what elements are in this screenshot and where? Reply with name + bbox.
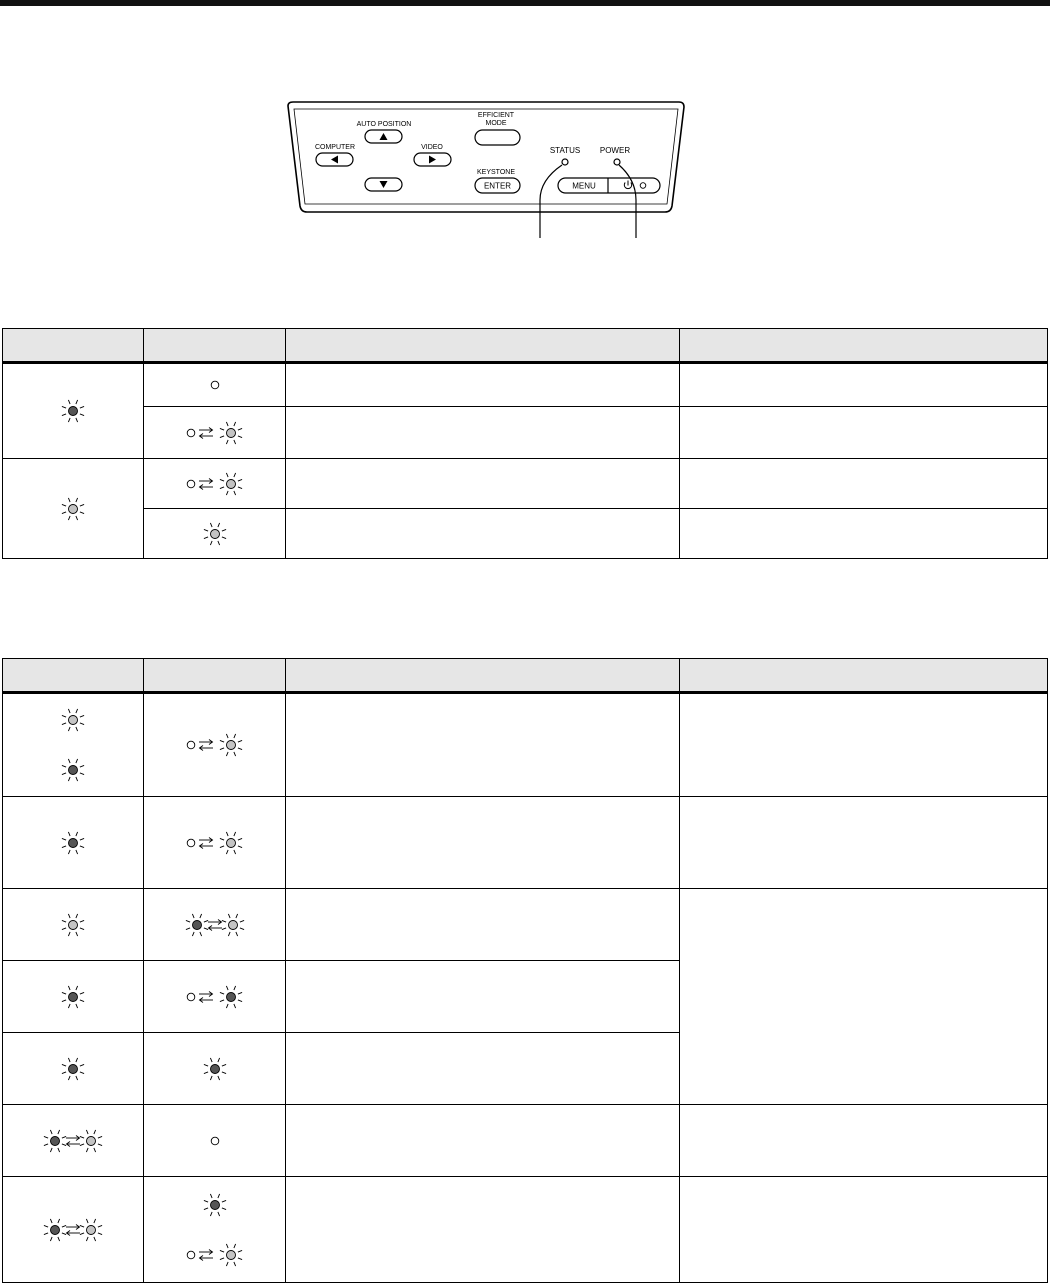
header-cell-status [144,659,286,693]
power-cell [3,889,144,961]
label-auto-position: AUTO POSITION [356,121,412,128]
header-cell-power [3,659,144,693]
header-cell-action [680,329,1048,363]
table-row [3,1177,1048,1283]
action-cell [680,797,1048,889]
indicator-table-1 [2,328,1048,559]
label-efficient: EFFICIENT [477,112,515,119]
status-cell [144,1105,286,1177]
power-cell [3,961,144,1033]
led-alternate-dark-light-icon [144,912,285,938]
table-row [3,509,1048,559]
condition-cell [286,1105,680,1177]
led-blink-light-icon [144,521,285,547]
top-rule [0,0,1050,6]
efficient-mode-button[interactable] [475,130,520,145]
table-row [3,1105,1048,1177]
status-cell [144,693,286,797]
status-cell [144,1177,286,1283]
action-cell [680,459,1048,509]
led-alternate-off-light-icon [185,1242,245,1268]
indicator-table-2 [2,658,1048,1283]
condition-cell [286,1177,680,1283]
led-blink-dark-icon [60,757,86,783]
control-panel-svg [286,100,686,240]
label-computer: COMPUTER [314,144,356,151]
condition-cell [286,961,680,1033]
led-blink-light-icon [60,707,86,733]
header-cell-status [144,329,286,363]
action-cell [680,1177,1048,1283]
led-alternate-off-light-icon [144,471,285,497]
status-cell [144,797,286,889]
status-cell [144,459,286,509]
power-indicator-icon [614,159,620,165]
status-cell [144,889,286,961]
action-cell [680,509,1048,559]
led-blink-light-icon [3,496,143,522]
led-off-icon [144,1135,285,1147]
status-cell [144,509,286,559]
led-alternate-off-light-icon [144,732,285,758]
label-power: POWER [599,146,631,155]
led-blink-dark-icon [3,1056,143,1082]
header-cell-power [3,329,144,363]
header-cell-condition [286,329,680,363]
led-alternate-off-dark-icon [144,984,285,1010]
power-cell [3,363,144,459]
header-cell-condition [286,659,680,693]
standby-indicator-icon [640,183,646,189]
led-blink-dark-icon [3,984,143,1010]
label-keystone: KEYSTONE [477,169,515,176]
led-blink-dark-icon [3,398,143,424]
power-cell [3,1033,144,1105]
condition-cell [286,1033,680,1105]
table-row [3,693,1048,797]
led-blink-dark-icon [3,830,143,856]
led-alternate-dark-light-icon [3,1217,143,1243]
table-row [3,363,1048,407]
table-row [3,459,1048,509]
led-blink-light-icon [3,912,143,938]
power-cell [3,1177,144,1283]
action-cell [680,1105,1048,1177]
control-panel-diagram [286,100,686,240]
action-cell [680,407,1048,459]
action-cell [680,889,1048,1105]
led-alternate-off-light-icon [144,830,285,856]
condition-cell [286,363,680,407]
led-blink-dark-icon [144,1056,285,1082]
table-header-row [3,659,1048,693]
led-alternate-off-light-icon [144,420,285,446]
table-row [3,889,1048,961]
led-off-icon [144,379,285,391]
led-alternate-dark-light-icon [3,1128,143,1154]
condition-cell [286,693,680,797]
led-blink-dark-icon [202,1192,228,1218]
table-row [3,407,1048,459]
label-status: STATUS [549,146,581,155]
condition-cell [286,459,680,509]
menu-button[interactable]: MENU [572,181,596,191]
power-cell [3,693,144,797]
status-indicator-icon [562,159,568,165]
condition-cell [286,889,680,961]
status-cell [144,961,286,1033]
status-cell [144,363,286,407]
power-cell [3,459,144,559]
label-video: VIDEO [421,144,443,151]
table-row [3,797,1048,889]
status-cell [144,407,286,459]
table-header-row [3,329,1048,363]
label-enter: ENTER [483,181,512,191]
condition-cell [286,797,680,889]
condition-cell [286,509,680,559]
header-cell-action [680,659,1048,693]
action-cell [680,693,1048,797]
action-cell [680,363,1048,407]
label-mode: MODE [485,120,507,127]
status-cell [144,1033,286,1105]
power-cell [3,797,144,889]
condition-cell [286,407,680,459]
power-cell [3,1105,144,1177]
